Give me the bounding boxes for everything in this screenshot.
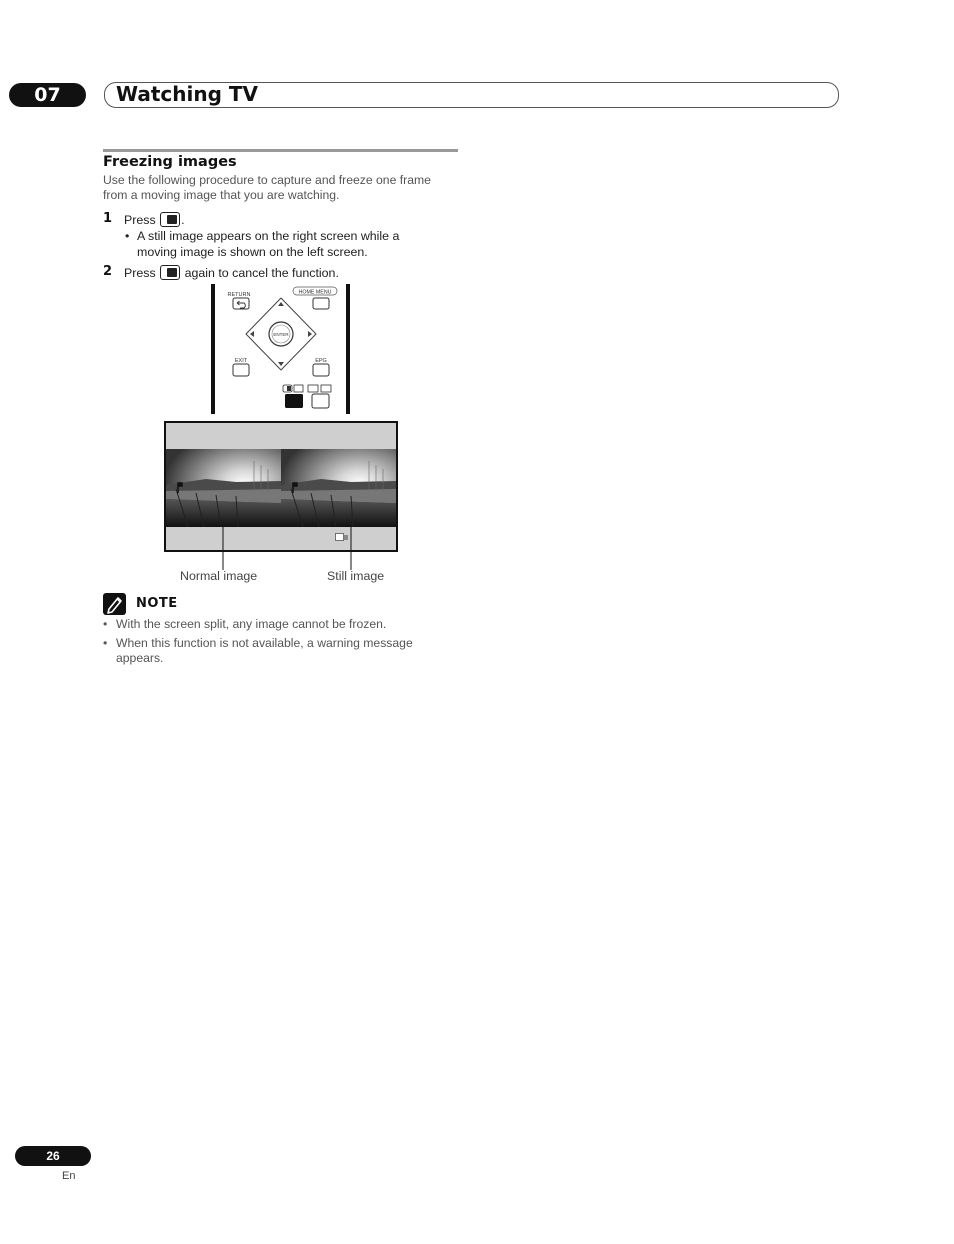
note-icon [103, 593, 126, 615]
epg-label: EPG [315, 358, 327, 364]
step-2-press: Press [124, 266, 156, 280]
step-1-text [124, 212, 185, 228]
note-item-1 [103, 617, 463, 632]
language-code: En [62, 1170, 76, 1182]
step-1-number: 1 [103, 211, 113, 226]
harbor-photo-left [166, 449, 281, 527]
section-rule [103, 149, 458, 152]
step-2-number: 2 [103, 264, 113, 279]
freeze-indicator-icon [335, 533, 349, 542]
page-number: 26 [15, 1146, 91, 1166]
note-bullet: • [103, 636, 108, 650]
note-item-2 [103, 636, 463, 666]
tv-split-screen [164, 421, 398, 552]
normal-image-caption: Normal image [180, 569, 258, 583]
step-1-bullet-line-2: moving image is shown on the left screen. [137, 245, 368, 259]
note-bullet: • [103, 617, 108, 631]
split-icon-1 [294, 385, 303, 392]
normal-image-leader-line [222, 526, 224, 570]
exit-button [233, 364, 249, 376]
home-menu-label: HOME MENU [298, 289, 332, 296]
normal-image-panel [166, 449, 281, 527]
pencil-icon [103, 593, 126, 615]
harbor-photo-right [281, 449, 396, 527]
note-item-1-text: With the screen split, any image cannot be frozen. [116, 617, 387, 631]
section-intro [103, 173, 463, 203]
freeze-button-icon [160, 212, 180, 227]
step-1-bullet-dot: • [125, 229, 130, 243]
still-image-panel [281, 449, 396, 527]
chapter-title: Watching TV [116, 82, 258, 106]
split-icon-3 [321, 385, 331, 392]
remote-control-illustration [211, 284, 353, 416]
step-1-bullet-line-1: A still image appears on the right screen while a [137, 229, 400, 243]
note-item-2-line-1: When this function is not available, a warning message [116, 636, 413, 650]
still-image-caption: Still image [327, 569, 385, 583]
step-1-press: Press [124, 213, 156, 227]
split-icon-2 [308, 385, 318, 392]
intro-line-2: from a moving image that you are watching. [103, 188, 340, 202]
step-1-suffix: . [181, 213, 185, 227]
epg-button [313, 364, 329, 376]
step-2-suffix: again to cancel the function. [184, 266, 339, 280]
chapter-number-badge: 07 [9, 83, 86, 107]
section-title: Freezing images [103, 154, 237, 170]
exit-label: EXIT [234, 358, 248, 364]
intro-line-1: Use the following procedure to capture and freeze one frame [103, 173, 431, 187]
freeze-button-icon [160, 265, 180, 280]
step-2-text [124, 265, 339, 281]
enter-label: ENTER [273, 332, 289, 337]
note-label: NOTE [136, 596, 178, 611]
still-image-leader-line [350, 526, 352, 570]
return-label: RETURN [227, 292, 251, 298]
split-button [312, 394, 329, 408]
freeze-button-highlighted [285, 394, 303, 408]
note-item-2-line-2: appears. [116, 651, 164, 665]
return-button [233, 298, 249, 309]
home-menu-button [313, 298, 329, 309]
